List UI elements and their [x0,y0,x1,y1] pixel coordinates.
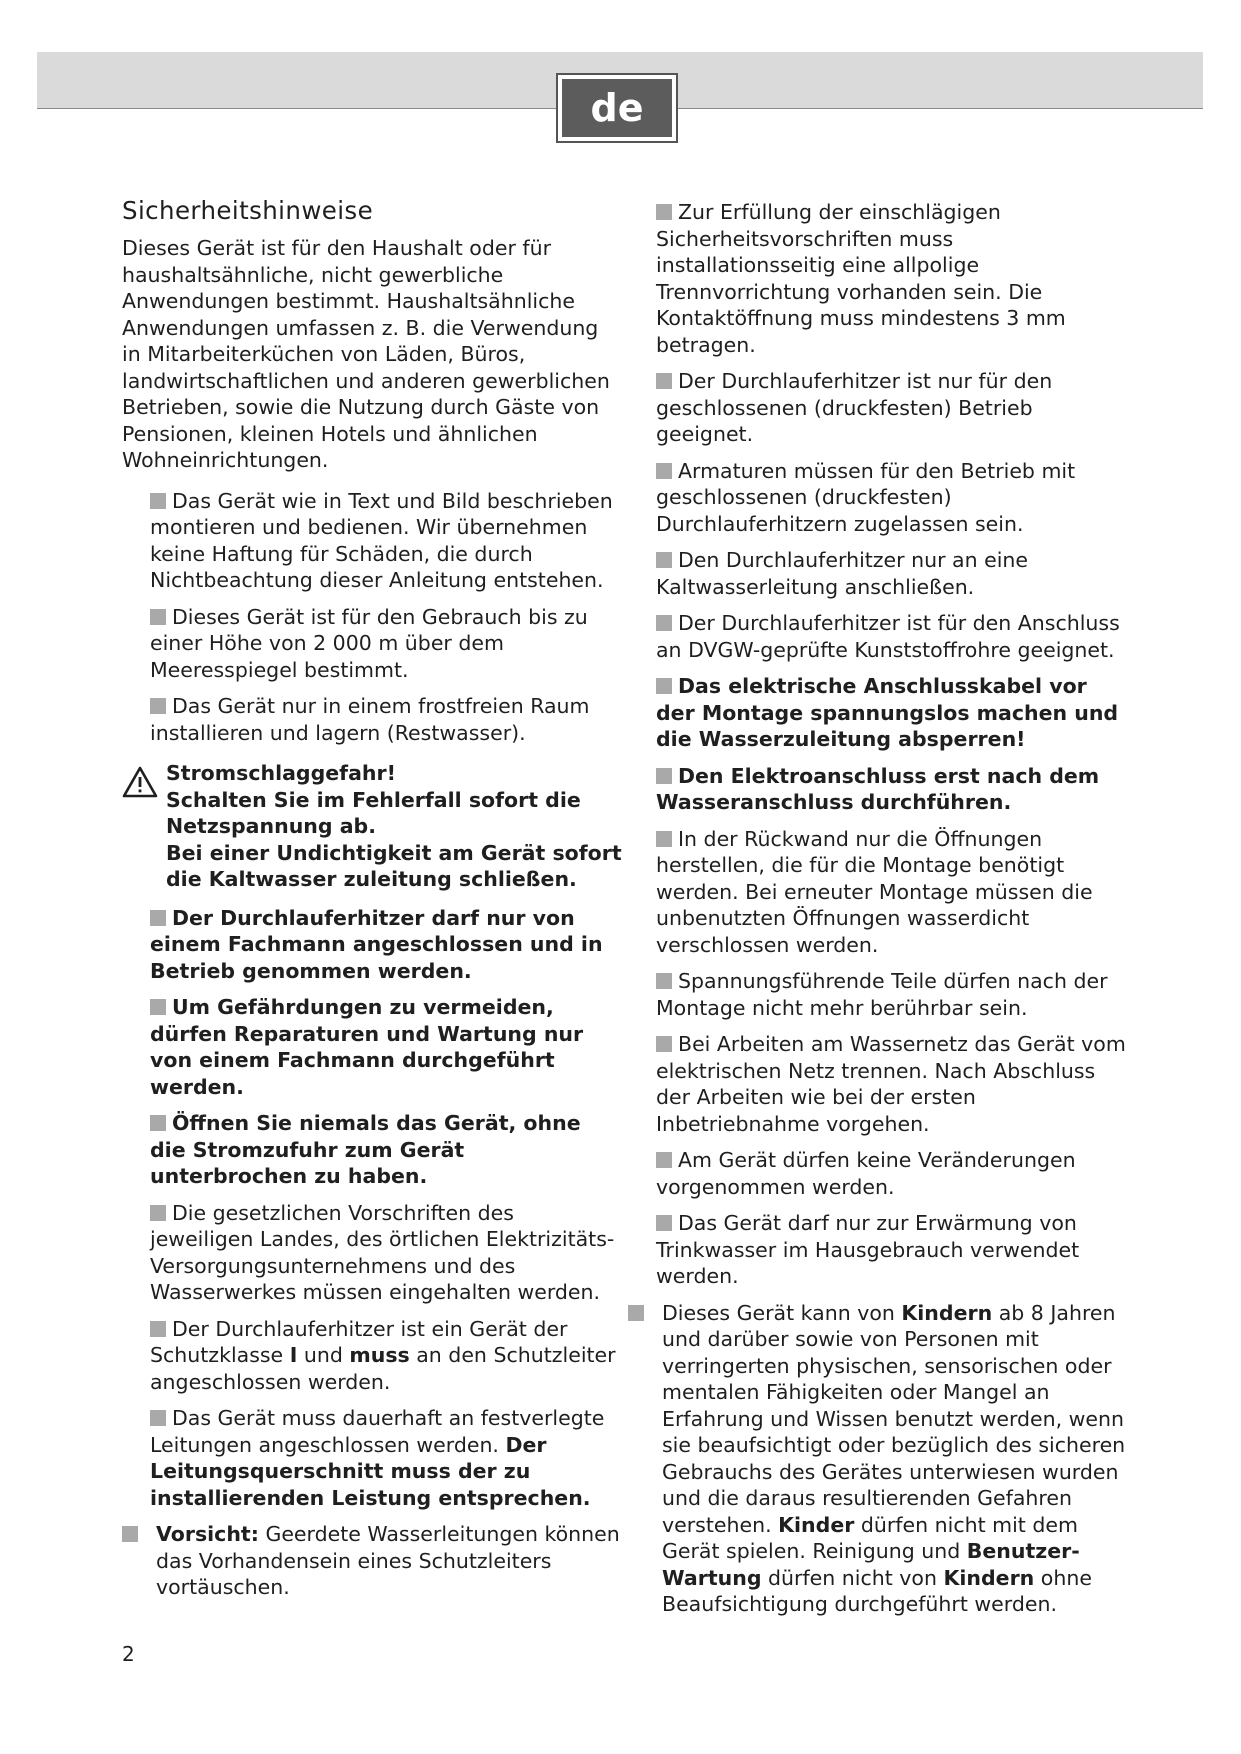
bullet-square-icon [656,463,672,479]
bullet-square-icon [656,373,672,389]
safety-item: Armaturen müssen für den Betrieb mit geschlossenen (druckfesten) Durchlauferhitzern zugelassen sein. [656,458,1076,536]
safety-item: Bei Arbeiten am Wassernetz das Gerät vom elektrischen Netz trennen. Nach Abschluss der Arbeiten wie bei der ersten Inbetriebnahme vorgehen. [656,1032,1126,1136]
bullet-square-icon [656,204,672,220]
bullet-square-icon [150,1205,166,1221]
safety-item: Der Durchlauferhitzer ist ein Gerät der Schutzklasse I und muss an den Schutzleiter angeschlossen werden. [150,1316,616,1394]
bullet-square-icon [150,1321,166,1337]
bullet-square-icon [656,1215,672,1231]
electric-shock-warning [122,760,622,893]
safety-item-bold: Öffnen Sie niemals das Gerät, ohne die Stromzufuhr zum Gerät unterbrochen zu haben. [150,1111,581,1188]
bullet-square-icon [656,973,672,989]
bullet-square-icon [656,1036,672,1052]
section-heading: Sicherheitshinweise [122,196,374,225]
bullet-square-icon [656,678,672,694]
safety-item: Der Durchlauferhitzer ist nur für den geschlossenen (druckfesten) Betrieb geeignet. [656,369,1053,446]
safety-item: Der Durchlauferhitzer ist für den Anschluss an DVGW-geprüfte Kunststoffrohre geeignet. [656,611,1120,662]
safety-item: In der Rückwand nur die Öffnungen herstellen, die für die Montage benötigt werden. Bei erneuter Montage müssen die unbenutzten Öffnungen wasserdicht verschlossen werden. [656,826,1093,957]
bullet-square-icon [628,1305,644,1321]
bullet-square-icon [656,1152,672,1168]
safety-item-bold: Um Gefährdungen zu vermeiden, dürfen Reparaturen und Wartung nur von einem Fachmann durchgeführt werden. [150,995,584,1099]
left-column [122,196,622,1611]
caution-item: Vorsicht: Geerdete Wasserleitungen können das Vorhandensein eines Schutzleiters vortäuschen. [122,1521,622,1601]
bullet-square-icon [656,552,672,568]
warning-title: Stromschlaggefahr! [166,761,396,785]
bullet-square-icon [150,999,166,1015]
bullet-square-icon [150,1410,166,1426]
safety-item: Spannungsführende Teile dürfen nach der Montage nicht mehr berührbar sein. [656,969,1108,1020]
safety-item-bold: Den Elektroanschluss erst nach dem Wasseranschluss durchführen. [656,763,1100,814]
bullet-square-icon [150,698,166,714]
safety-item: Das Gerät nur in einem frostfreien Raum installieren und lagern (Restwasser). [150,694,590,745]
warning-line: Bei einer Undichtigkeit am Gerät sofort die Kaltwasser zuleitung schließen. [166,840,622,891]
bullet-square-icon [122,1526,138,1542]
safety-item: Am Gerät dürfen keine Veränderungen vorgenommen werden. [656,1148,1076,1199]
intro-paragraph: Dieses Gerät ist für den Haushalt oder für haushaltsähnliche, nicht gewerbliche Anwendungen bestimmt. Haushaltsähnliche Anwendungen umfassen z. B. die Verwendung in Mitarbeiterküchen von Läden, Büros, landwirtschaftlichen und anderen gewerblichen Betrieben, sowie die Nutzung durch Gäste von Pensionen, kleinen Hotels und ähnlichen Wohneinrichtungen. [122,236,610,472]
safety-item: Das Gerät wie in Text und Bild beschrieben montieren und bedienen. Wir übernehmen keine Haftung für Schäden, die durch Nichtbeachtung dieser Anleitung entstehen. [150,488,613,592]
bullet-square-icon [656,768,672,784]
safety-item: Den Durchlauferhitzer nur an eine Kaltwasserleitung anschließen. [656,548,1029,599]
bullet-square-icon [150,493,166,509]
bullet-square-icon [150,609,166,625]
bullet-square-icon [656,615,672,631]
children-safety-item: Dieses Gerät kann von Kindern ab 8 Jahren und darüber sowie von Personen mit verringerten physischen, sensorischen oder mentalen Fähigkeiten oder Mangel an Erfahrung und Wissen benutzt werden, wenn sie beaufsichtigt oder bezüglich des sicheren Gebrauchs des Gerätes unterwiesen wurden und die daraus resultierenden Gefahren verstehen. Kinder dürfen nicht mit dem Gerät spielen. Reinigung und Benutzer-Wartung dürfen nicht von Kindern ohne Beaufsichtigung durchgeführt werden. [628,1300,1128,1618]
safety-item: Das Gerät muss dauerhaft an festverlegte Leitungen angeschlossen werden. Der Leitungsquerschnitt muss der zu installierenden Leistung entsprechen. [150,1406,605,1510]
language-tab-label: de [562,79,672,137]
safety-item: Zur Erfüllung der einschlägigen Sicherheitsvorschriften muss installationsseitig eine allpolige Trennvorrichtung vorhanden sein. Die Kontaktöffnung muss mindestens 3 mm betragen. [656,200,1066,357]
safety-item: Dieses Gerät ist für den Gebrauch bis zu einer Höhe von 2 000 m über dem Meeresspiegel bestimmt. [150,604,588,682]
warning-line: Schalten Sie im Fehlerfall sofort die Netzspannung ab. [166,787,581,838]
bullet-square-icon [150,1115,166,1131]
bullet-square-icon [656,831,672,847]
warning-triangle-icon [122,766,158,798]
safety-item-bold: Das elektrische Anschlusskabel vor der Montage spannungslos machen und die Wasserzuleitung absperren! [656,674,1119,751]
safety-item: Die gesetzlichen Vorschriften des jeweiligen Landes, des örtlichen Elektrizitäts-Versorgungsunternehmens und des Wasserwerkes müssen eingehalten werden. [150,1200,615,1304]
right-column [628,199,1128,1628]
language-tab [556,73,678,143]
bullet-square-icon [150,910,166,926]
safety-item: Das Gerät darf nur zur Erwärmung von Trinkwasser im Hausgebrauch verwendet werden. [656,1211,1080,1288]
page-number: 2 [122,1642,135,1666]
safety-item-bold: Der Durchlauferhitzer darf nur von einem Fachmann angeschlossen und in Betrieb genommen werden. [150,905,603,983]
